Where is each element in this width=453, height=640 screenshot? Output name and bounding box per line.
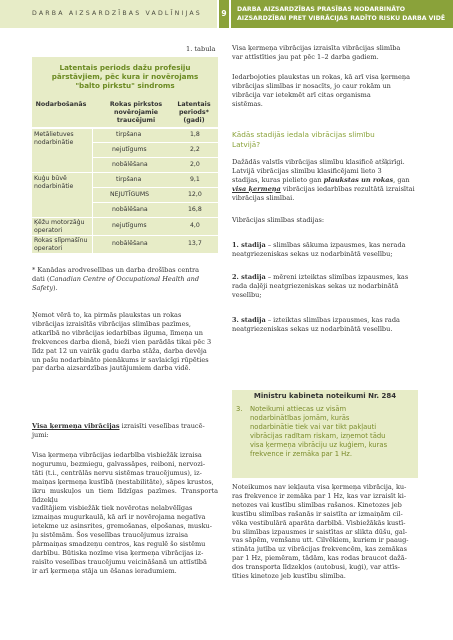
occupation-line-2: nodarbinātie <box>34 182 74 190</box>
paragraph-line <box>32 422 218 431</box>
paragraph-line: atkarībā no vibrācijas iedarbības ilguma, līmeņa un <box>32 328 203 337</box>
table-cell-symptom: nobālēšana <box>112 206 148 213</box>
paragraph-text: vibrācijas iedarbības rezultātā izraisītai <box>280 184 415 193</box>
stage-text: – mēreni izteiktas slimības izpausmes, kas <box>265 273 409 281</box>
paragraph-line: frekvences darba dienā, bieži vien parādās tikai pēc 3 <box>32 337 212 346</box>
paragraph-line: stināta jutība uz vibrācijas frekvencēm, kas zemākas <box>232 545 407 554</box>
table-cell-occupation <box>34 131 74 147</box>
paragraph-line <box>232 273 418 282</box>
table-cell-occupation <box>34 219 84 235</box>
regulation-box-title: Ministru kabineta noteikumi Nr. 284 <box>253 392 397 400</box>
table-rule <box>32 217 218 218</box>
table-rule <box>92 157 218 158</box>
paragraph-line: vadītājiem visbiežāk tiek novērotas nelabvēlīgas <box>32 504 193 513</box>
paragraph-text: stadijas, kuras pielieto gan <box>232 175 324 184</box>
regulation-line: visa ķermeņa vibrāciju uz kuģiem, kuras <box>250 441 388 450</box>
paragraph-line: var attīstīties jau pat pēc 1–2 darba gadiem. <box>232 52 379 61</box>
footnote-line: * Kanādas arodveselības un darba drošības centra <box>32 266 200 274</box>
col-header-latency-line-3: (gadi) <box>183 116 205 124</box>
whole-body-term: visa ķermeņa <box>232 184 281 193</box>
paragraph <box>32 311 218 373</box>
table-cell-value: 1,8 <box>190 131 200 138</box>
table-cell-value: 16,8 <box>188 206 202 213</box>
stage-label: 2. stadija <box>232 273 266 281</box>
paragraph-line: tāti (t.i., centrālās nervu sistēmas traucējumus), iz- <box>32 468 202 477</box>
regulation-box <box>232 390 418 478</box>
col-header-symptoms-line-3: traucējumi <box>116 116 156 124</box>
occupation-line-2: operatori <box>34 244 63 252</box>
stage-item <box>232 241 418 259</box>
running-header-left <box>0 0 217 28</box>
col-header-symptoms-line-2: novērojamie <box>113 108 158 116</box>
col-header-symptoms <box>102 101 170 124</box>
paragraph-line: neatgriezeniskas sekas uz nodarbinātā veselību. <box>232 324 393 333</box>
table-cell-value: 4,0 <box>190 222 200 229</box>
paragraph-line <box>232 316 418 325</box>
col-header-latency-line-2: periods* <box>179 108 209 116</box>
paragraph-line: ras frekvence ir zemāka par 1 Hz, kas var izraisīt ki- <box>232 491 407 500</box>
occupation-line-1: Rokas slīpmašīnu <box>34 237 88 244</box>
stage-item <box>232 273 418 300</box>
paragraph-line: vibrācija var ietekmēt arī citas organisma <box>232 90 371 99</box>
paragraph-heading <box>32 422 218 440</box>
paragraph-line: līdz pat 12 un vairāk gadu darba stāža, darba devēja <box>32 346 207 355</box>
paragraph-line: ļu sistēmām. Šos veselības traucējumus izraisa <box>32 531 189 540</box>
table-footnote <box>32 266 218 293</box>
paragraph-line: vas sāpēm, vemšanu utt. Cilvēkiem, kuriem ir paaug- <box>232 536 409 545</box>
regulation-item <box>236 405 409 460</box>
paragraph-line: netozes vai kustību slimības rašanos. Kinetozes jeb <box>232 500 402 509</box>
table-title-line-2: pārstāvjiem, pēc kura ir novērojams <box>51 72 199 82</box>
table-title-line-1: Latentais periods dažu profesiju <box>59 63 191 72</box>
paragraph <box>232 158 418 203</box>
occupation-line-1: Ķēžu motorzāģu <box>34 219 85 226</box>
footnote-source: Canadian Centre of Occupational Health and <box>49 274 200 283</box>
paragraph-text: , gan <box>393 175 410 184</box>
table-title-line-3: "balto pirkstu" sindroms <box>75 81 175 91</box>
paragraph-line <box>232 241 418 250</box>
paragraph-line: Latvijā vibrācijas slimību klasificējami lieto 3 <box>232 166 382 175</box>
stage-label: 1. stadija <box>232 241 266 249</box>
paragraph-line: pārmaiņas smadzeņu centros, kas regulē šo sistēmu <box>32 540 206 549</box>
table-cell-value: 9,1 <box>190 176 200 183</box>
table-cell-symptom: tirpšana <box>116 176 142 183</box>
stage-text: – slimības sākuma izpausmes, kas nerada <box>265 241 406 249</box>
latency-table <box>32 57 218 253</box>
paragraph-line: Visa ķermeņa vibrācijas iedarbība visbiežāk izraisa <box>32 451 202 459</box>
paragraph-line: vibrācijas izraisītās vibrācijas slimības pazīmes, <box>32 319 191 328</box>
table-cell-occupation <box>34 237 87 253</box>
table-cell-occupation <box>34 175 73 191</box>
table-rule <box>92 202 218 203</box>
paragraph-line <box>232 185 418 194</box>
occupation-line-2: nodarbinātie <box>34 138 74 146</box>
section-title <box>237 6 449 24</box>
regulation-line: nodarbinātības jomām, kurās <box>250 414 350 423</box>
occupation-line-1: Metālietuves <box>34 131 74 138</box>
paragraph-line: maiņas ķermeņa kustībā (nestabilitāte), sāpes krustos, <box>32 477 214 486</box>
paragraph-line: dos transporta līdzekļos (autobusi, kuģi), var attīs- <box>232 563 400 572</box>
paragraph-line: Noteikumos nav iekļauta visa ķermeņa vibrācija, ku- <box>232 483 407 491</box>
paragraph-line: un pašu nodarbināto pienākums ir savlaicīgi rūpēties <box>32 355 209 364</box>
paragraph <box>232 73 418 109</box>
section-title-line-1: DARBA AIZSARDZĪBAS PRASĪBAS NODARBINĀTO <box>237 6 406 13</box>
col-header-latency-line-1: Latentais <box>177 101 211 108</box>
table-rule <box>92 142 218 143</box>
paragraph-line: par 1 Hz, piemēram, tādām, kas rodas braucot dažā- <box>232 554 407 563</box>
page-number: 9 <box>219 0 229 28</box>
paragraph-line: Visa ķermeņa vibrācijas izraisīta vibrācijas slimība <box>232 44 401 52</box>
stage-item <box>232 316 418 334</box>
col-header-occupation: Nodarbošanās <box>35 101 87 108</box>
table-cell-symptom: nejutīgums <box>112 146 147 153</box>
hand-arm-term: plaukstas un rokas <box>323 175 394 184</box>
paragraph-line: nogurumu, bezmiegu, galvassāpes, reiboni, nervozi- <box>32 459 206 468</box>
paragraph-line: vēka vestibulārā aparāta darbībā. Visbiežākās kustī- <box>232 518 406 527</box>
table-cell-value: 13,7 <box>188 240 202 247</box>
regulation-item-text <box>250 405 409 460</box>
paragraph-line: tīties kinetoze jeb kustību slimība. <box>232 572 346 581</box>
subheading-line: Latvijā? <box>232 139 261 149</box>
table-cell-symptom: nobālēšana <box>112 240 148 247</box>
paragraph-line: rada daļēji neatgriezeniskas sekas uz nodarbinātā <box>232 281 399 290</box>
table-rule <box>32 127 218 129</box>
table-cell-symptom: NEJUTĪGUMS <box>110 191 150 198</box>
table-cell-value: 12,0 <box>188 191 202 198</box>
whole-body-vibration-term: Visa ķermeņa vibrācijas <box>32 422 120 430</box>
paragraph-line: darbību. Būtiska nozīme visa ķermeņa vibrācijas iz- <box>32 548 204 557</box>
subheading <box>232 130 375 149</box>
paragraph <box>232 483 418 581</box>
table-cell-symptom: tirpšana <box>116 131 142 138</box>
regulation-line: Noteikumi attiecas uz visām <box>250 405 347 413</box>
paragraph-text: izraisīti veselības traucē- <box>119 422 205 430</box>
table-rule <box>32 235 218 236</box>
paragraph-line: jumi: <box>32 430 49 439</box>
footnote-source: Safety <box>32 283 54 292</box>
paragraph-line: vibrācijas slimības ir nosacīts, jo caur rokām un <box>232 81 391 90</box>
table-cell-value: 2,0 <box>190 161 200 168</box>
paragraph-line: Iedarbojoties plaukstas un rokas, kā arī visa ķermeņa <box>232 73 410 81</box>
paragraph-line: ikru muskuļos un tiem līdzīgas pazīmes. Transporta līdzekļu <box>32 486 218 504</box>
stage-label: 3. stadija <box>232 316 266 324</box>
regulation-line: nodarbinātie tiek vai var tikt pakļauti <box>250 423 377 432</box>
footnote-line <box>32 275 218 284</box>
paragraph-line: sistēmas. <box>232 99 263 108</box>
paragraph-line: vibrācijas slimībai. <box>232 193 295 202</box>
table-rule <box>92 187 218 188</box>
paragraph-line: bu slimības izpausmes ir saistītas ar slikta dūšu, gal- <box>232 527 408 536</box>
paragraph-line <box>232 176 418 185</box>
paragraph-line: raisīto veselības traucējumu veicināšanā un attīstībā <box>32 557 207 566</box>
col-header-symptoms-line-1: Rokas pirkstos <box>109 101 163 108</box>
regulation-line: vibrācijas radītam riskam, izņemot tādu <box>250 432 386 441</box>
paragraph-line: izmaiņas mugurkaulā, kā arī ir novērojama negatīva <box>32 513 206 522</box>
paragraph-line: kustību slimības rašanās ir saistīta ar izmaiņām cil- <box>232 509 403 518</box>
paragraph <box>32 451 218 576</box>
occupation-line-1: Kuģu būvē <box>34 175 67 182</box>
paragraph-line: Ņemot vērā to, ka pirmās plaukstas un rokas <box>32 311 182 319</box>
paragraph <box>232 44 418 62</box>
section-title-line-2: AIZSARDZĪBAI PRET VIBRĀCIJAS RADĪTO RISKU DARBA VIDĒ <box>237 14 446 22</box>
table-rule <box>32 172 218 173</box>
regulation-line: frekvence ir zemāka par 1 Hz. <box>250 450 353 459</box>
occupation-line-2: operatori <box>34 226 63 234</box>
paragraph-line: par darba aizsardzības jautājumiem darba vidē. <box>32 364 191 373</box>
table-cell-symptom: nejutīgums <box>112 222 147 229</box>
table-title <box>32 63 218 91</box>
paragraph: Vibrācijas slimības stadijas: <box>232 216 325 224</box>
footnote-text: dati ( <box>32 274 50 283</box>
running-header-title: DARBA AIZSARDZĪBAS VADLĪNIJAS <box>32 10 202 17</box>
paragraph-line: Dažādās valstīs vibrācijas slimību klasificē atšķirīgi. <box>232 158 405 166</box>
stage-text: – izteiktas slimības izpausmes, kas rada <box>265 316 400 324</box>
running-header-right <box>231 0 453 28</box>
paragraph-line: veselību; <box>232 290 262 299</box>
table-caption: 1. tabula <box>186 45 216 53</box>
regulation-item-number: 3. <box>236 405 243 413</box>
subheading-line: Kādās stadijās iedala vibrācijas slimību <box>232 130 375 139</box>
table-cell-symptom: nobālēšana <box>112 161 148 168</box>
paragraph-line: ietekme uz asinsrites, gremošanas, elpošanas, musku- <box>32 522 212 531</box>
col-header-latency <box>170 101 218 124</box>
paragraph-line: ir arī ķermeņa stāja un ēšanas ieradumiem. <box>32 566 177 575</box>
footnote-line <box>32 284 218 293</box>
paragraph-line: neatgriezeniskas sekas uz nodarbinātā veselību; <box>232 249 393 258</box>
footnote-text: ). <box>53 283 58 292</box>
table-cell-value: 2,2 <box>190 146 200 153</box>
